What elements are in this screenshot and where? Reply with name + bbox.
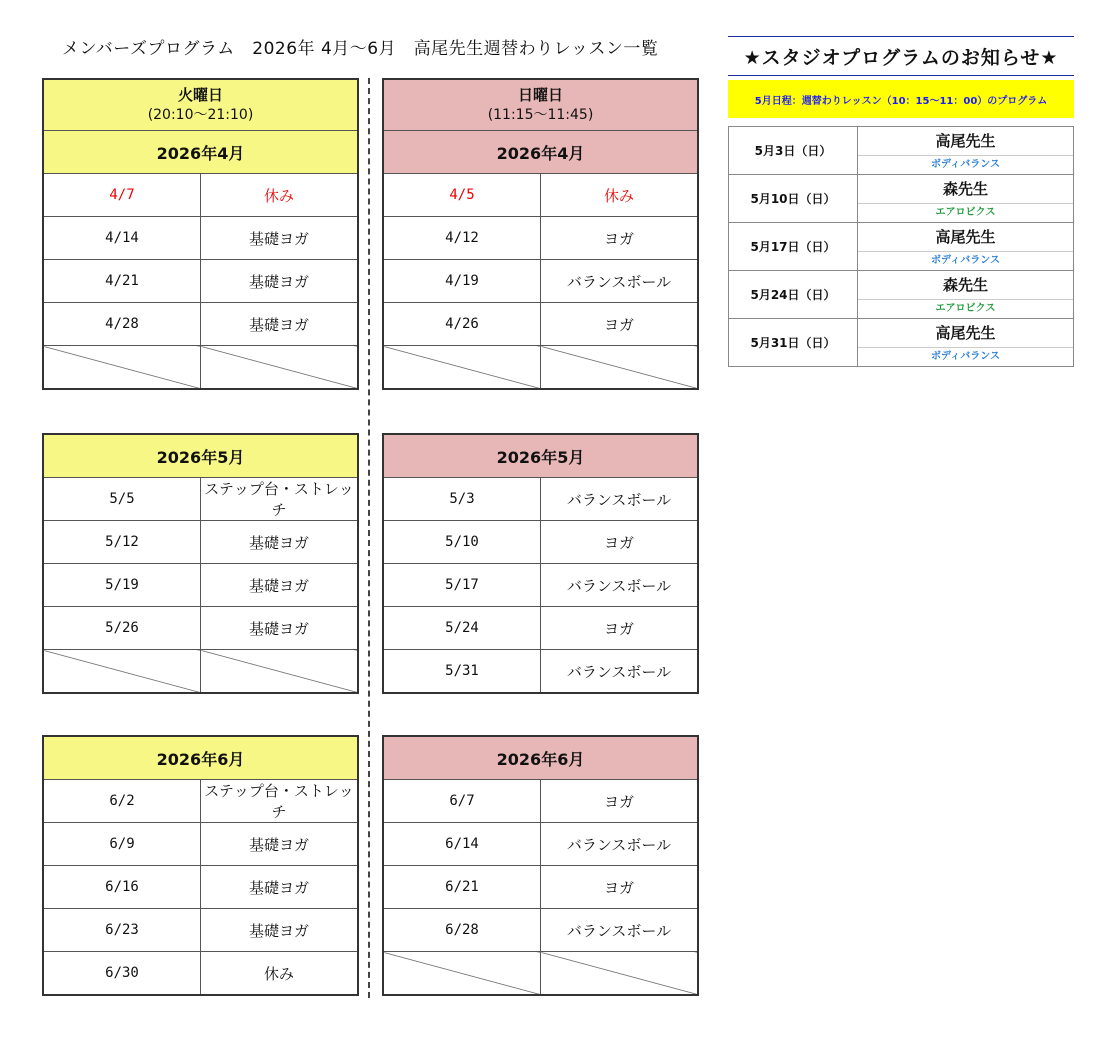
tuesday-april-table	[42, 78, 359, 390]
sunday-time-label: (11:15〜11:45)	[487, 107, 594, 123]
lesson-cell: 休み	[201, 952, 359, 996]
notice-detail	[858, 175, 1074, 223]
lesson-cell: バランスボール	[541, 260, 699, 303]
empty-cell	[383, 346, 541, 390]
empty-cell	[43, 650, 201, 694]
notice-date: 5月31日（日）	[729, 319, 858, 367]
date-cell: 6/14	[383, 823, 541, 866]
teacher-name: 高尾先生	[858, 128, 1073, 156]
tuesday-time-label: (20:10〜21:10)	[147, 107, 254, 123]
date-cell: 6/2	[43, 780, 201, 823]
date-cell: 5/5	[43, 478, 201, 521]
lesson-cell: 基礎ヨガ	[201, 909, 359, 952]
empty-cell	[541, 346, 699, 390]
notice-date: 5月17日（日）	[729, 223, 858, 271]
date-cell: 5/3	[383, 478, 541, 521]
date-cell: 6/21	[383, 866, 541, 909]
empty-cell	[201, 346, 359, 390]
notice-detail	[858, 319, 1074, 367]
program-name: ボディバランス	[931, 255, 1000, 266]
empty-cell	[43, 346, 201, 390]
date-cell: 4/26	[383, 303, 541, 346]
month-header: 2026年4月	[43, 131, 358, 174]
sunday-day-label: 日曜日	[517, 86, 563, 104]
date-cell: 4/28	[43, 303, 201, 346]
lesson-cell: バランスボール	[541, 909, 699, 952]
notice-detail	[858, 271, 1074, 319]
date-cell: 5/24	[383, 607, 541, 650]
date-cell: 6/23	[43, 909, 201, 952]
studio-notice	[728, 36, 1074, 118]
date-cell: 5/19	[43, 564, 201, 607]
notice-rule	[728, 75, 1074, 76]
date-cell: 4/5	[383, 174, 541, 217]
lesson-cell: 基礎ヨガ	[201, 217, 359, 260]
empty-cell	[541, 952, 699, 996]
notice-table	[728, 126, 1074, 367]
program-name: ボディバランス	[931, 351, 1000, 362]
date-cell: 6/9	[43, 823, 201, 866]
lesson-cell: 基礎ヨガ	[201, 260, 359, 303]
lesson-cell: ヨガ	[541, 607, 699, 650]
sunday-header	[383, 79, 698, 131]
lesson-cell: バランスボール	[541, 478, 699, 521]
tuesday-header	[43, 79, 358, 131]
tuesday-may-table	[42, 433, 359, 694]
teacher-name: 高尾先生	[858, 320, 1073, 348]
teacher-name: 高尾先生	[858, 224, 1073, 252]
tuesday-june-table	[42, 735, 359, 996]
empty-cell	[201, 650, 359, 694]
date-cell: 4/12	[383, 217, 541, 260]
notice-date: 5月3日（日）	[729, 127, 858, 175]
lesson-cell: バランスボール	[541, 823, 699, 866]
lesson-cell: ステップ台・ストレッチ	[201, 478, 359, 521]
notice-title: ★スタジオプログラムのお知らせ★	[743, 47, 1059, 69]
lesson-cell: ヨガ	[541, 866, 699, 909]
date-cell: 4/19	[383, 260, 541, 303]
date-cell: 6/30	[43, 952, 201, 996]
teacher-name: 森先生	[858, 176, 1073, 204]
tuesday-day-label: 火曜日	[177, 86, 223, 104]
page-title: メンバーズプログラム 2026年 4月～6月 高尾先生週替わりレッスン一覧	[62, 39, 659, 59]
month-header: 2026年5月	[43, 434, 358, 478]
date-cell: 5/17	[383, 564, 541, 607]
month-header: 2026年4月	[383, 131, 698, 174]
lesson-cell: バランスボール	[541, 650, 699, 694]
lesson-cell: 休み	[201, 174, 359, 217]
date-cell: 6/16	[43, 866, 201, 909]
lesson-cell: ヨガ	[541, 303, 699, 346]
lesson-cell: 基礎ヨガ	[201, 823, 359, 866]
column-divider	[368, 78, 370, 998]
notice-date: 5月24日（日）	[729, 271, 858, 319]
program-name: エアロビクス	[935, 303, 996, 314]
lesson-cell: ヨガ	[541, 521, 699, 564]
date-cell: 6/28	[383, 909, 541, 952]
date-cell: 5/12	[43, 521, 201, 564]
lesson-cell: 基礎ヨガ	[201, 521, 359, 564]
date-cell: 4/21	[43, 260, 201, 303]
lesson-cell: 基礎ヨガ	[201, 866, 359, 909]
notice-banner: 5月日程：週替わりレッスン（10：15〜11：00）のプログラム	[728, 80, 1074, 118]
month-header: 2026年5月	[383, 434, 698, 478]
date-cell: 6/7	[383, 780, 541, 823]
date-cell: 5/10	[383, 521, 541, 564]
notice-detail	[858, 223, 1074, 271]
lesson-cell: ヨガ	[541, 780, 699, 823]
lesson-cell: バランスボール	[541, 564, 699, 607]
lesson-cell: 基礎ヨガ	[201, 564, 359, 607]
lesson-cell: 基礎ヨガ	[201, 303, 359, 346]
month-header: 2026年6月	[383, 736, 698, 780]
sunday-june-table	[382, 735, 699, 996]
date-cell: 5/26	[43, 607, 201, 650]
date-cell: 4/14	[43, 217, 201, 260]
teacher-name: 森先生	[858, 272, 1073, 300]
month-header: 2026年6月	[43, 736, 358, 780]
sunday-april-table	[382, 78, 699, 390]
date-cell: 4/7	[43, 174, 201, 217]
empty-cell	[383, 952, 541, 996]
lesson-cell: 基礎ヨガ	[201, 607, 359, 650]
lesson-cell: ステップ台・ストレッチ	[201, 780, 359, 823]
date-cell: 5/31	[383, 650, 541, 694]
program-name: エアロビクス	[935, 207, 996, 218]
sunday-may-table	[382, 433, 699, 694]
lesson-cell: 休み	[541, 174, 699, 217]
notice-date: 5月10日（日）	[729, 175, 858, 223]
notice-detail	[858, 127, 1074, 175]
lesson-cell: ヨガ	[541, 217, 699, 260]
program-name: ボディバランス	[931, 159, 1000, 170]
